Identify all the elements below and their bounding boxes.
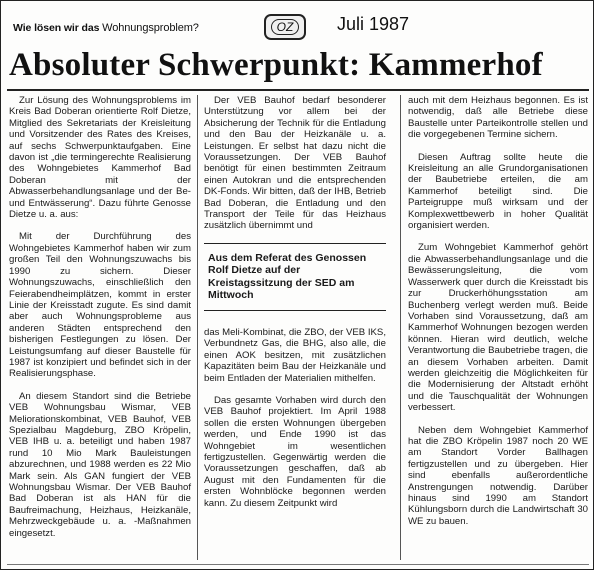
paragraph: auch mit dem Heizhaus begonnen. Es ist notwendig, daß alle Betriebe diese Baustelle unter Parteikontrolle stellen und die vorgegebenen Termine sichern. — [408, 95, 588, 141]
headline-rule — [7, 89, 589, 91]
bottom-rule — [7, 564, 589, 565]
headline: Absoluter Schwerpunkt: Kammerhof — [9, 47, 543, 83]
column-2 — [204, 95, 386, 520]
sub-headline-box: Aus dem Referat des Genossen Rolf Dietze auf der Kreistagssitzung der SED am Mittwoch — [204, 243, 386, 311]
column-divider — [197, 95, 198, 560]
kicker — [13, 22, 199, 34]
newspaper-logo-text: OZ — [271, 19, 300, 35]
paragraph: Mit der Durchführung des Wohngebietes Kammerhof haben wir zum großen Teil den Wohnungszuwachs bis 1990 zu sichern. Dieser Wohnungszuwachs, einschließlich den Feierabendheimplätzen, kommt in erster Linie der Kreisstadt zugute. Es sind damit aber auch Wohnungsprobleme aus anderen Städten entsprechend den bisherigen Festlegungen zu lösen. Der Leistungsumfang auf dieser Baustelle für 1987 ist konzipiert und befindet sich in der Realisierungsphase. — [9, 231, 191, 380]
paragraph: Neben dem Wohngebiet Kammerhof hat die ZBO Kröpelin 1987 noch 20 WE am Standort Vorder Ballhagen fertigzustellen und zu übergeben. Hier sind ebenfalls außerordentliche Anstrengungen notwendig. Darüber hinaus sind 1990 am Standort Kühlungsborn durch die Landwirtschaft 30 WE zu bauen. — [408, 424, 588, 527]
paragraph: An diesem Standort sind die Betriebe VEB Wohnungsbau Wismar, VEB Meliorationskombinat, VEB Bauhof, VEB Spezialbau Magdeburg, ZBO Kröpelin, VEB IHB u. a. beteiligt und haben 1987 rund 10 Mio Mark Bauleistungen abzurechnen, und 1988 werden es 22 Mio Mark sein. Als GAN fungiert der VEB Wohnungsbau Wismar. Der VEB Bauhof Bad Doberan ist als HAN für die Baufreimachung, Heizhaus, Heizkanäle, Mehrzweckgebäude u. a. -Maßnahmen eingesetzt. — [9, 390, 191, 539]
newspaper-logo — [264, 14, 306, 40]
clipping-header — [9, 11, 589, 41]
paragraph: Das gesamte Vorhaben wird durch den VEB Bauhof projektiert. Im April 1988 sollen die ersten Wohnungen übergeben werden, und Ende 1990 ist das Wohngebiet im wesentlichen fertigzustellen. Gegenwärtig werden die Voraussetzungen geschaffen, daß ab August mit den Fundamenten für die ersten Wohnblöcke begonnen werden kann. Zu diesem Zeitpunkt wird — [204, 394, 386, 509]
kicker-normal: Wohnungsproblem? — [102, 22, 199, 34]
paragraph: das Meli-Kombinat, die ZBO, der VEB IKS, Verbundnetz Gas, die BHG, also alle, die einen AOK besitzen, mit zusätzlichen Kapazitäten beim Bau der Heizkanäle und beim Entladen der Materialien mithelfen. — [204, 326, 386, 384]
column-divider — [400, 95, 401, 560]
paragraph: Zur Lösung des Wohnungsproblems im Kreis Bad Doberan orientierte Rolf Dietze, Mitglied des Sekretariats der Kreisleitung und Vorsitzender des Rates des Kreises, auf sechs Schwerpunktaufgaben. Eine davon ist „die termingerechte Realisierung des Wohngebietes Kammerhof Bad Doberan mit der Abwasserbehandlungsanlage und der Be- und Entwässerung“. Dazu führte Genosse Dietze u. a. aus: — [9, 95, 191, 221]
publication-date: Juli 1987 — [337, 14, 410, 34]
column-1 — [9, 95, 191, 550]
paragraph: Zum Wohngebiet Kammerhof gehört die Abwasserbehandlungsanlage und die Bewässerungsleitung, die vom Wasserwerk quer durch die Kreisstadt bis zur Druckerhöhungsstation am Buchenberg verlegt werden muß. Beide Vorhaben sind Voraussetzung, daß am Kammerhof Wohnungen bezogen werden können. Hieran wird deutlich, welche Verantwortung die Baubetriebe tragen, die an diesem Vorhaben arbeiten. Damit werden gleichzeitig die Möglichkeiten für die Modernisierung der Altstadt erhöht und die Tauschqualität der Wohnungen verbessert. — [408, 242, 588, 414]
paragraph: Der VEB Bauhof bedarf besonderer Unterstützung vor allem bei der Absicherung der Technik für die Entladung und den Bau der Heizkanäle u. a. Leistungen. Er selbst hat dazu nicht die Voraussetzungen. Der VEB Bauhof benötigt für einen bestimmten Zeitraum einen Autokran und die entsprechenden DK-Fonds. Wir bitten, daß der IHB, Betrieb Bad Doberan, die Entladung und den Transport der Teile für das Heizhaus zusätzlich übernimmt und — [204, 95, 386, 232]
paragraph: Diesen Auftrag sollte heute die Kreisleitung an alle Grundorganisationen der Baubetriebe erteilen, die am Kammerhof beteiligt sind. Die Parteigruppe muß wirksam und der Komplexwettbewerb in hoher Qualität organisiert werden. — [408, 151, 588, 232]
kicker-bold: Wie lösen wir das — [13, 22, 100, 34]
column-3 — [408, 95, 588, 538]
